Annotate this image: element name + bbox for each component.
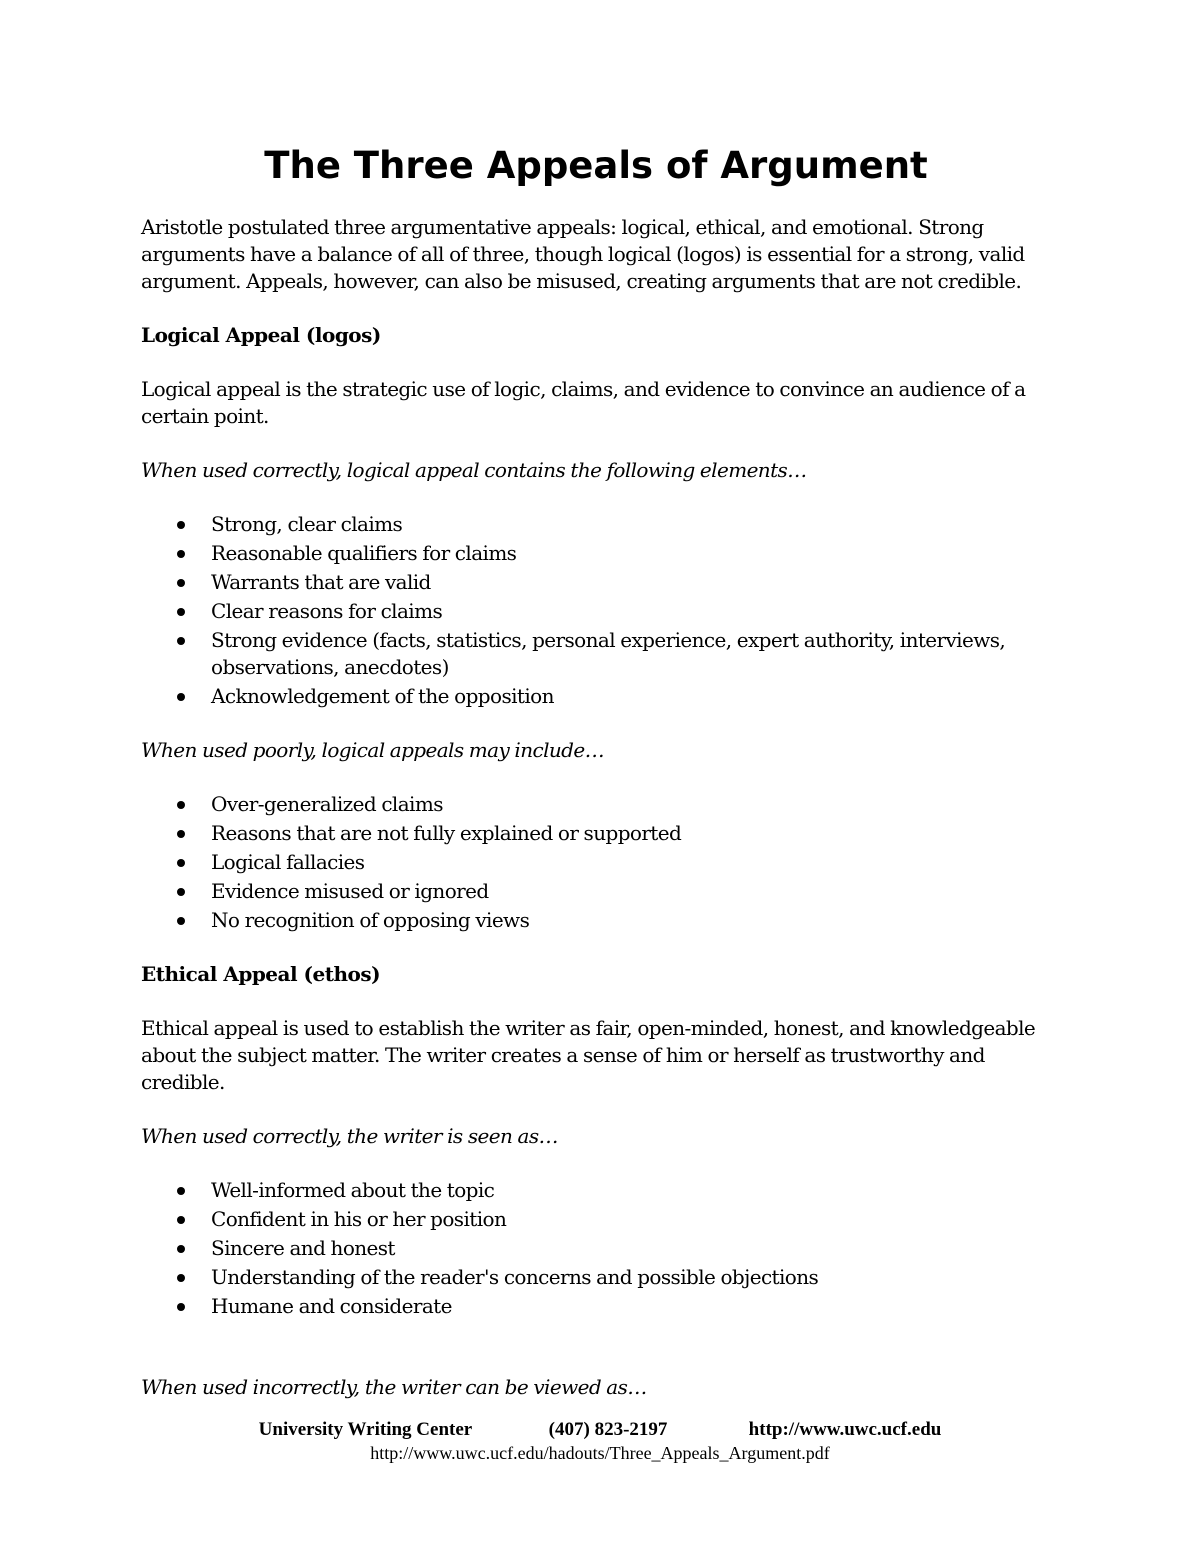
- list-item: Reasonable qualifiers for claims: [141, 540, 1061, 567]
- logical-correct-list: [141, 511, 1061, 710]
- list-item: Strong, clear claims: [141, 511, 1061, 538]
- bullet-icon: [177, 1303, 185, 1311]
- logical-correct-lead: When used correctly, logical appeal contains the following elements…: [141, 458, 807, 482]
- bullet-icon: [177, 859, 185, 867]
- bullet-icon: [177, 888, 185, 896]
- list-item: Clear reasons for claims: [141, 598, 1061, 625]
- ethical-definition: Ethical appeal is used to establish the writer as fair, open-minded, honest, and knowledgeable about the subject matter. The writer creates a sense of him or herself as trustworthy and credible.: [141, 1016, 1036, 1094]
- list-item: Confident in his or her position: [141, 1206, 1061, 1233]
- list-item: Acknowledgement of the opposition: [141, 683, 1061, 710]
- bullet-icon: [177, 917, 185, 925]
- footer-document-url[interactable]: http://www.uwc.ucf.edu/hadouts/Three_Appeals_Argument.pdf: [370, 1443, 830, 1463]
- bullet-icon: [177, 579, 185, 587]
- bullet-icon: [177, 550, 185, 558]
- bullet-icon: [177, 830, 185, 838]
- footer-contact-row: [0, 1418, 1200, 1442]
- bullet-icon: [177, 521, 185, 529]
- document-body: [141, 140, 1061, 1401]
- page-title: The Three Appeals of Argument: [264, 144, 928, 187]
- footer-website-link[interactable]: http://www.uwc.ucf.edu: [748, 1419, 942, 1440]
- bullet-icon: [177, 1274, 185, 1282]
- logical-poor-lead: When used poorly, logical appeals may include…: [141, 738, 605, 762]
- list-item: Warrants that are valid: [141, 569, 1061, 596]
- list-item: Humane and considerate: [141, 1293, 1061, 1320]
- list-item: Reasons that are not fully explained or supported: [141, 820, 1061, 847]
- intro-paragraph: Aristotle postulated three argumentative appeals: logical, ethical, and emotional. Strong arguments have a balance of all of three, though logical (logos) is essential for a strong, valid argument. Appeals, however, can also be misused, creating arguments that are not credible.: [141, 215, 1025, 293]
- list-item: Understanding of the reader's concerns and possible objections: [141, 1264, 1061, 1291]
- bullet-icon: [177, 693, 185, 701]
- list-item: Over-generalized claims: [141, 791, 1061, 818]
- ethical-correct-lead: When used correctly, the writer is seen as…: [141, 1124, 558, 1148]
- ethical-correct-list: [141, 1177, 1061, 1320]
- bullet-icon: [177, 1187, 185, 1195]
- logical-definition: Logical appeal is the strategic use of logic, claims, and evidence to convince an audience of a certain point.: [141, 377, 1026, 428]
- page-footer: [0, 1418, 1200, 1464]
- bullet-icon: [177, 637, 185, 645]
- list-item: Strong evidence (facts, statistics, personal experience, expert authority, interviews, observations, anecdotes): [141, 627, 1061, 681]
- list-item: Evidence misused or ignored: [141, 878, 1061, 905]
- logical-poor-list: [141, 791, 1061, 934]
- logical-heading: Logical Appeal (logos): [141, 323, 381, 347]
- bullet-icon: [177, 1245, 185, 1253]
- list-item: Logical fallacies: [141, 849, 1061, 876]
- bullet-icon: [177, 608, 185, 616]
- ethical-heading: Ethical Appeal (ethos): [141, 962, 381, 986]
- bullet-icon: [177, 1216, 185, 1224]
- footer-center-name: University Writing Center: [258, 1419, 473, 1440]
- list-item: No recognition of opposing views: [141, 907, 1061, 934]
- bullet-icon: [177, 801, 185, 809]
- list-item: Well-informed about the topic: [141, 1177, 1061, 1204]
- footer-phone: (407) 823-2197: [548, 1419, 668, 1440]
- ethical-incorrect-lead: When used incorrectly, the writer can be viewed as…: [141, 1375, 647, 1399]
- list-item: Sincere and honest: [141, 1235, 1061, 1262]
